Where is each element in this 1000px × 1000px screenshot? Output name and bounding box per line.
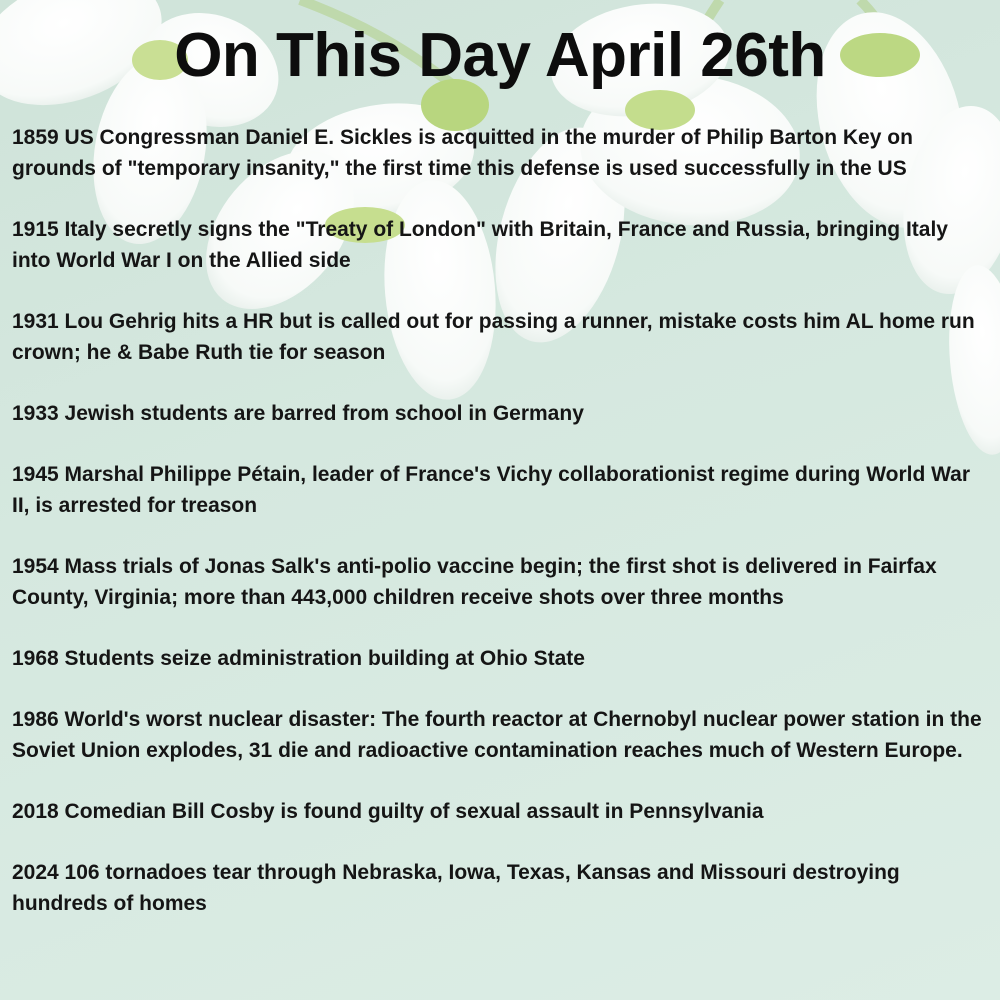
event-item: 1945 Marshal Philippe Pétain, leader of France's Vichy collaborationist regime during World War II, is arrested for treason <box>12 463 971 517</box>
event-item: 1915 Italy secretly signs the "Treaty of London" with Britain, France and Russia, bringing Italy into World War I on the Allied side <box>12 218 948 272</box>
event-item: 1986 World's worst nuclear disaster: The fourth reactor at Chernobyl nuclear power station in the Soviet Union explodes, 31 die and radioactive contamination reaches much of Western Europe. <box>12 708 982 762</box>
event-list <box>12 122 988 919</box>
event-item: 1933 Jewish students are barred from school in Germany <box>12 402 584 425</box>
event-item: 1954 Mass trials of Jonas Salk's anti-polio vaccine begin; the first shot is delivered in Fairfax County, Virginia; more than 443,000 children receive shots over three months <box>12 555 937 609</box>
event-item: 2024 106 tornadoes tear through Nebraska, Iowa, Texas, Kansas and Missouri destroying hundreds of homes <box>12 861 900 915</box>
event-item: 1859 US Congressman Daniel E. Sickles is acquitted in the murder of Philip Barton Key on grounds of "temporary insanity," the first time this defense is used successfully in the US <box>12 126 913 180</box>
event-item: 1968 Students seize administration building at Ohio State <box>12 647 585 670</box>
event-item: 2018 Comedian Bill Cosby is found guilty of sexual assault in Pennsylvania <box>12 800 764 823</box>
page-title: On This Day April 26th <box>174 21 826 90</box>
event-item: 1931 Lou Gehrig hits a HR but is called out for passing a runner, mistake costs him AL home run crown; he & Babe Ruth tie for season <box>12 310 975 364</box>
